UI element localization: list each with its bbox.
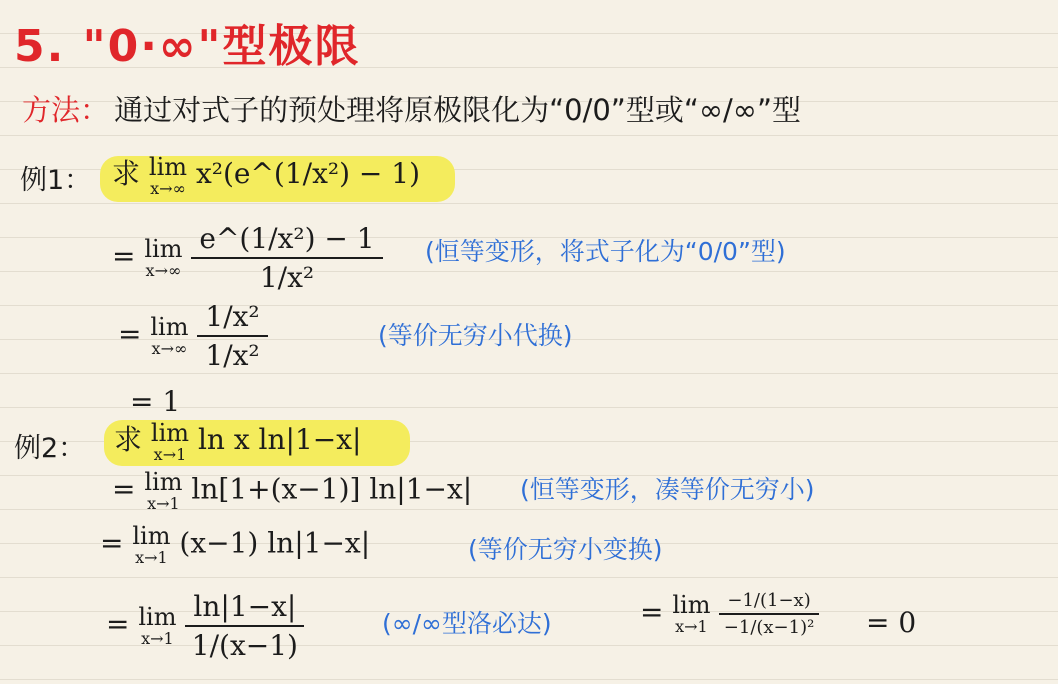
step2-expr: (x−1) ln|1−x|: [179, 526, 371, 560]
example2-step2: [100, 524, 370, 566]
numerator: 1/x²: [197, 300, 267, 337]
numerator: e^(1/x²) − 1: [191, 222, 382, 259]
denominator: −1/(x−1)²: [723, 617, 815, 638]
numerator: −1/(1−x): [719, 590, 818, 615]
example2-final: = 0: [866, 606, 917, 639]
example1-label: 例1：: [20, 165, 92, 196]
lim-sub: x→1: [141, 629, 174, 648]
step3-fraction: [185, 590, 304, 662]
equals-sign: =: [640, 595, 664, 629]
method-label: 方法：: [22, 93, 110, 127]
denominator: 1/(x−1): [191, 629, 298, 662]
step-lim: [138, 605, 176, 647]
lim-word: lim: [150, 418, 190, 447]
step3b-fraction: [719, 590, 818, 638]
example2-expr: ln x ln|1−x|: [197, 423, 362, 456]
step1-expr: ln[1+(x−1)] ln|1−x|: [191, 472, 473, 506]
equals-sign: =: [100, 526, 124, 560]
example2-step1: [112, 470, 472, 512]
example1-step2-note: (等价无穷小代换): [378, 321, 573, 350]
example2-label: 例2：: [14, 433, 86, 464]
denominator: 1/x²: [205, 339, 260, 372]
step1-fraction: [191, 222, 382, 294]
lim-sub: x→∞: [145, 261, 182, 280]
step2-fraction: [197, 300, 267, 372]
example2-prefix: 求: [114, 423, 143, 456]
step-lim: [144, 470, 182, 512]
example2-lim: [150, 418, 190, 464]
method-text: 通过对式子的预处理将原极限化为“0/0”型或“∞/∞”型: [114, 93, 801, 127]
lim-word: lim: [138, 603, 177, 631]
step-lim: [672, 593, 710, 635]
example1-expr: x²(e^(1/x²) − 1): [195, 157, 421, 190]
lim-word: lim: [148, 152, 188, 181]
lim-word: lim: [144, 235, 183, 263]
example1-prefix: 求: [112, 157, 141, 190]
method-line: [22, 88, 801, 129]
step-lim: [150, 315, 188, 357]
lim-sub: x→1: [147, 494, 180, 513]
page-title: 5. "0·∞"型极限: [14, 21, 361, 72]
example1-step2: [118, 300, 268, 372]
lim-sub: x→1: [135, 548, 168, 567]
example1-result: = 1: [130, 385, 181, 418]
example2-step2-note: (等价无穷小变换): [468, 535, 663, 564]
equals-sign: =: [106, 607, 130, 641]
example2-step1-note: (恒等变形，凑等价无穷小): [520, 475, 815, 504]
equals-sign: =: [112, 239, 136, 273]
denominator: 1/x²: [259, 261, 315, 294]
lim-word: lim: [150, 313, 189, 341]
lim-word: lim: [144, 468, 183, 496]
example2-step3-note: (∞/∞型洛必达): [382, 609, 552, 638]
lim-sub: x→∞: [151, 339, 188, 358]
step-lim: [144, 237, 182, 279]
example2-step3b: [640, 590, 819, 638]
lim-sub: x→1: [675, 617, 708, 636]
numerator: ln|1−x|: [185, 590, 304, 627]
example1-problem: [112, 152, 420, 197]
equals-sign: =: [112, 472, 136, 506]
lim-word: lim: [132, 522, 171, 550]
example1-step1-note: (恒等变形，将式子化为“0/0”型): [425, 237, 786, 266]
example1-lim: [148, 152, 188, 198]
example2-step3: [106, 590, 304, 662]
lim-word: lim: [672, 591, 711, 619]
example2-problem: [114, 418, 361, 463]
lim-sub: x→∞: [150, 178, 186, 198]
lim-sub: x→1: [153, 444, 187, 464]
example1-step1: [112, 222, 383, 294]
equals-sign: =: [118, 317, 142, 351]
step-lim: [132, 524, 170, 566]
